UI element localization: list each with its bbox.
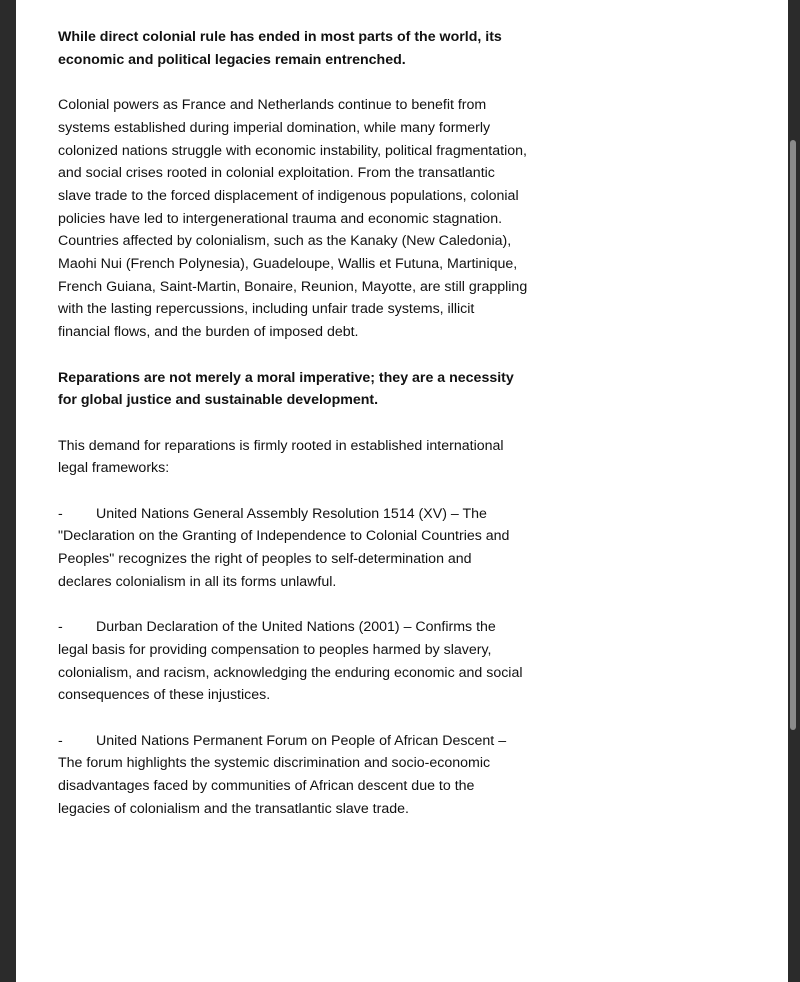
- paragraph-colonial-powers: Colonial powers as France and Netherlands continue to benefit from systems established during imperial domination, while many formerly colonized nations struggle with economic instability, political fragmentation, and social crises rooted in colonial exploitation. From the transatlantic slave trade to the forced displacement of indigenous populations, colonial policies have led to intergenerational trauma and economic stagnation. Countries affected by colonialism, such as the Kanaky (New Caledonia), Maohi Nui (French Polynesia), Guadeloupe, Wallis et Futuna, Martinique, French Guiana, Saint-Martin, Bonaire, Reunion, Mayotte, are still grappling with the lasting repercussions, including unfair trade systems, illicit financial flows, and the burden of imposed debt.: [58, 97, 528, 341]
- bullet-item: [58, 616, 528, 707]
- vertical-scrollbar[interactable]: [788, 0, 800, 982]
- heading-reparations: Reparations are not merely a moral imperative; they are a necessity for global justice and sustainable development.: [58, 369, 514, 409]
- bullet-dash: -: [58, 732, 63, 749]
- paragraph-legal-frameworks: This demand for reparations is firmly rooted in established international legal frameworks:: [58, 437, 504, 477]
- heading-colonial-legacies: While direct colonial rule has ended in most parts of the world, its economic and political legacies remain entrenched.: [58, 29, 502, 68]
- document-page: [16, 0, 789, 982]
- scrollbar-thumb[interactable]: [790, 140, 796, 730]
- bullet-text: United Nations Permanent Forum on People of African Descent – The forum highlights the systemic discrimination and socio-economic disadvantages faced by communities of African descent due to the legacies of colonialism and the transatlantic slave trade.: [58, 732, 507, 817]
- bullet-item: [58, 730, 528, 821]
- document-content: [58, 26, 528, 821]
- bullet-text: Durban Declaration of the United Nations (2001) – Confirms the legal basis for providing compensation to peoples harmed by slavery, colonialism, and racism, acknowledging the enduring economic and social consequences of these injustices.: [58, 619, 523, 704]
- bullet-text: United Nations General Assembly Resolution 1514 (XV) – The "Declaration on the Granting of Independence to Colonial Countries and Peoples" recognizes the right of peoples to self-determination and declares colonialism in all its forms unlawful.: [58, 505, 510, 590]
- bullet-dash: -: [58, 505, 63, 522]
- bullet-dash: -: [58, 619, 63, 636]
- bullet-item: [58, 503, 528, 594]
